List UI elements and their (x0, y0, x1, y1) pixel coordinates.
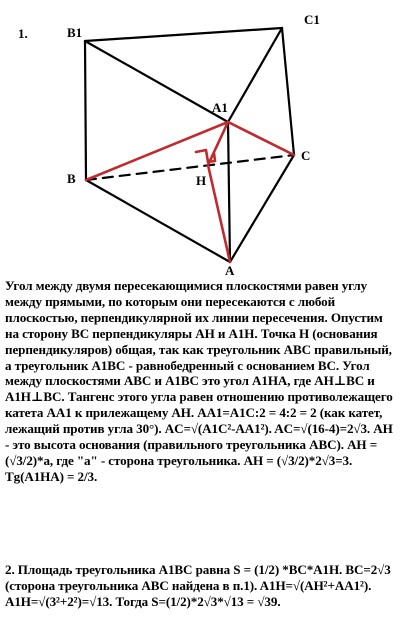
vertex-label-b1: B1 (67, 25, 83, 40)
edge-a1-a (228, 122, 230, 262)
edge-c-a (230, 155, 294, 262)
right-angle-mark-1 (196, 150, 208, 162)
vertex-label-c: C (301, 148, 311, 163)
prism-drawing (0, 0, 401, 278)
edge-c1-c (282, 28, 294, 155)
prism-figure (0, 0, 401, 278)
solution-part-1-text: Угол между двумя пересекающимися плоскостями равен углу между прямыми, по которым они пересекаются с любой плоскостью, перпендикулярной их линии пересечения. Опустим на сторону ВС перпендикуляры АН и А1Н. Точка Н (основания перпендикуляров) общая, так как треугольник АВС правильный, а треугольник А1ВС - равнобедренный с основанием ВС. Угол между плоскостями АВС и А1ВС это угол А1НА, где АН⊥ВС и А1Н⊥ВС. Тангенс этого угла равен отношению противолежащего катета АА1 к прилежащему АН. АА1=А1С:2 = 4:2 = 2 (как катет, лежащий против угла 30°). AC=√(A1C²-AA1²). AC=√(16-4)=2√3. АН - это высота основания (правильного треугольника АВС). АН = (√3/2)*а, где "а" - сторона треугольника. АН = (√3/2)*2√3=3. Tg(A1HA) = 2/3. (5, 278, 393, 484)
vertex-label-c1: C1 (304, 12, 320, 27)
solution-part-2 (5, 562, 395, 610)
edge-b1-a1 (85, 41, 228, 122)
vertex-label-a1: A1 (212, 100, 228, 115)
edge-b1-c1 (85, 28, 282, 41)
vertex-label-b: B (67, 171, 76, 186)
vertex-label-h: H (196, 173, 207, 188)
problem-number: 1. (18, 26, 28, 41)
edge-b-a (86, 180, 230, 262)
solution-part-1 (5, 278, 395, 485)
segment-a1-c (228, 122, 294, 155)
vertex-label-a: A (225, 263, 235, 278)
edge-c1-a1 (228, 28, 282, 122)
solution-part-2-text: 2. Площадь треугольника А1ВС равна S = (1/2) *BC*A1H. BC=2√3 (сторона треугольника АВС найдена в п.1). A1H=√(AH²+AA1²). A1H=√(3²+2²)=√13. Тогда S=(1/2)*2√3*√13 = √39. (5, 562, 391, 609)
edge-b1-b (85, 41, 86, 180)
segment-h-a (208, 165, 230, 262)
